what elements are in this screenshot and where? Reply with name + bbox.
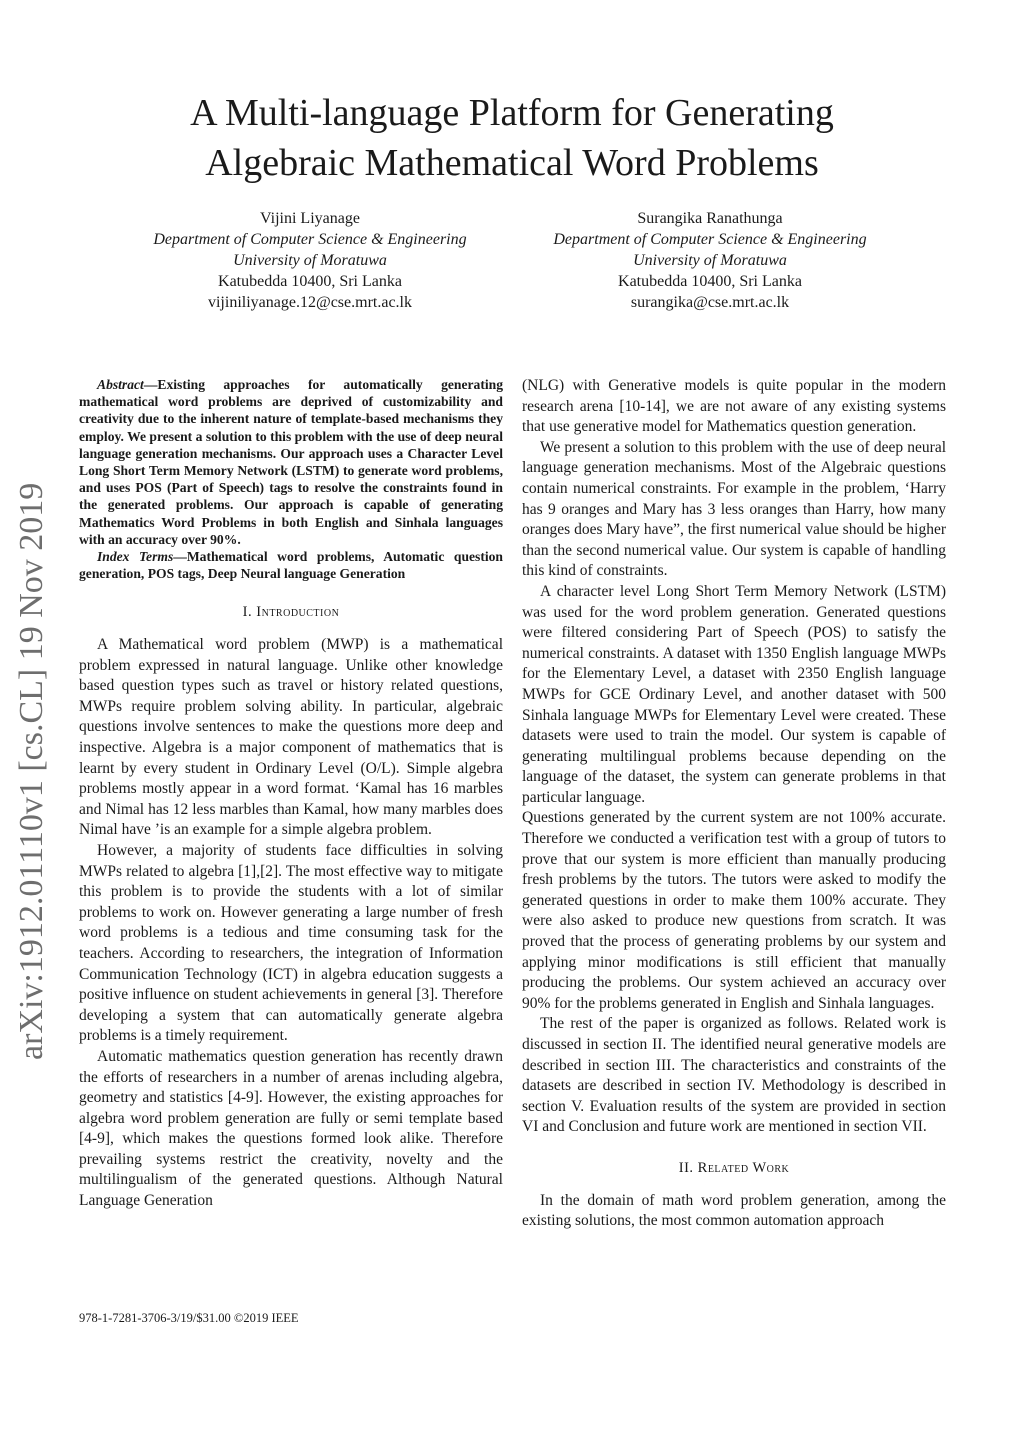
paragraph: In the domain of math word problem generation, among the existing solutions, the most common automation approach	[522, 1191, 946, 1230]
index-terms-text: —Mathematical word problems, Automatic question generation, POS tags, Deep Neural language Generation	[79, 549, 503, 582]
paragraph: The rest of the paper is organized as follows. Related work is discussed in section II. The identified neural generative models are described in section III. The characteristics and constraints of the datasets are described in section IV. Methodology is described in section V. Evaluation results of the system are provided in section VI and Conclusion and future work are mentioned in section VII.	[522, 1015, 946, 1136]
section-heading-introduction	[79, 602, 503, 623]
author-email: surangika@cse.mrt.ac.lk	[630, 294, 790, 311]
author-department: Department of Computer Science & Engineering	[153, 231, 467, 248]
author-name: Vijini Liyanage	[260, 210, 360, 227]
author-block-2	[500, 208, 920, 313]
paragraph: A character level Long Short Term Memory Network (LSTM) was used for the word problem generation. Generated questions were filtered considering Part of Speech (POS) to satisfy the numerical constraints. A dataset with 1350 English language MWPs for the Elementary Level, a dataset with 2350 English language MWPs for GCE Ordinary Level, and another dataset with 500 Sinhala language MWPs for Elementary Level were created. These datasets were used to train the model. Our system is capable of generating multilingual problems because depending on the language of the dataset, the system can generate problems in that particular language.	[522, 582, 946, 806]
abstract	[79, 376, 503, 548]
paragraph: However, a majority of students face difficulties in solving MWPs related to algebra [1],[2]. The most effective way to mitigate this problem is to provide the students with a lot of similar problems to work on. However generating a large number of fresh word problems is a tedious and time consuming task for the teachers. According to researchers, the integration of Information Communication Technology (ICT) in algebra education suggests a positive influence on student achievements in general [3]. Therefore developing a system that can automatically generate algebra problems is a timely requirement.	[79, 841, 503, 1045]
author-address: Katubedda 10400, Sri Lanka	[618, 273, 802, 290]
index-terms-label: Index Terms	[97, 549, 174, 565]
section-heading-related-work	[522, 1158, 946, 1179]
paragraph: A Mathematical word problem (MWP) is a mathematical problem expressed in natural language. Unlike other knowledge based question types such as travel or history related questions, MWPs require problem solving ability. In particular, algebraic questions involve sentences to make the questions more deep and inspective. Algebra is a major component of mathematics that is learnt by every student in Ordinary Level (O/L). Simple algebra problems mostly appear in a word format. ‘Kamal has 16 marbles and Nimal has 12 less marbles than Kamal, how many marbles does Nimal have ’is an example for a simple algebra problem.	[79, 636, 503, 839]
section-numeral: II.	[678, 1159, 698, 1176]
copyright-footer: 978-1-7281-3706-3/19/$31.00 ©2019 IEEE	[79, 1311, 299, 1325]
index-terms	[79, 548, 503, 582]
paragraph: Questions generated by the current system are not 100% accurate. Therefore we conducted a verification test with a group of tutors to prove that our system is more efficient than manually producing fresh problems by the tutors. The tutors were asked to modify the generated questions in order to make them 100% accurate. They were also asked to produce new questions from scratch. It was proved that the process of generating problems by our system and applying minor modifications is still efficient that manually producing the problems. Our system achieved an accuracy over 90% for the problems generated in English and Sinhala languages.	[522, 809, 946, 1012]
paper-title	[0, 88, 1024, 188]
section-numeral: I.	[242, 604, 257, 621]
left-column	[79, 376, 503, 1212]
title-line-2: Algebraic Mathematical Word Problems	[205, 142, 819, 184]
author-address: Katubedda 10400, Sri Lanka	[218, 273, 402, 290]
author-block-1	[100, 208, 520, 313]
abstract-label: Abstract	[97, 377, 144, 392]
section-title: Introduction	[256, 604, 340, 621]
paragraph: We present a solution to this problem with the use of deep neural language generation mechanisms. Most of the Algebraic questions contain numerical constraints. For example in the problem, ‘Harry has 9 oranges and Mary has 3 less oranges than Harry, how many oranges does Mary have”, the first numerical value should be higher than the second numerical value. Our system is capable of handling this kind of constraints.	[522, 438, 946, 580]
arxiv-identifier: arXiv:1912.01110v1 [cs.CL] 19 Nov 2019	[13, 482, 50, 1060]
paragraph: Automatic mathematics question generation has recently drawn the efforts of researchers in a number of arenas including algebra, geometry and statistics [4-9]. However, the existing approaches for algebra word problem generation are fully or semi template based [4-9], which makes the questions formed look alike. Therefore prevailing systems restrict the creativity, novelty and the multilingualism of the generated questions. Although Natural Language Generation	[79, 1047, 503, 1210]
author-department: Department of Computer Science & Engineering	[553, 231, 867, 248]
author-email: vijiniliyanage.12@cse.mrt.ac.lk	[207, 294, 412, 311]
title-line-1: A Multi-language Platform for Generating	[190, 92, 834, 134]
section-title: Related Work	[697, 1159, 790, 1176]
paragraph: (NLG) with Generative models is quite popular in the modern research arena [10-14], we are not aware of any existing systems that use generative model for Mathematics question generation.	[522, 377, 946, 436]
right-column	[522, 376, 946, 1232]
author-university: University of Moratuwa	[633, 252, 787, 269]
abstract-text: —Existing approaches for automatically generating mathematical word problems are deprived of customizability and creativity due to the inherent nature of template-based mechanisms they employ. We present a solution to this problem with the use of deep neural language generation mechanisms. Our approach uses a Character Level Long Short Term Memory Network (LSTM) to generate word problems, and uses POS (Part of Speech) tags to resolve the constraints found in the generated problems. Our approach is capable of generating Mathematics Word Problems in both English and Sinhala languages with an accuracy over 90%.	[79, 377, 503, 547]
author-name: Surangika Ranathunga	[637, 210, 783, 227]
author-university: University of Moratuwa	[233, 252, 387, 269]
